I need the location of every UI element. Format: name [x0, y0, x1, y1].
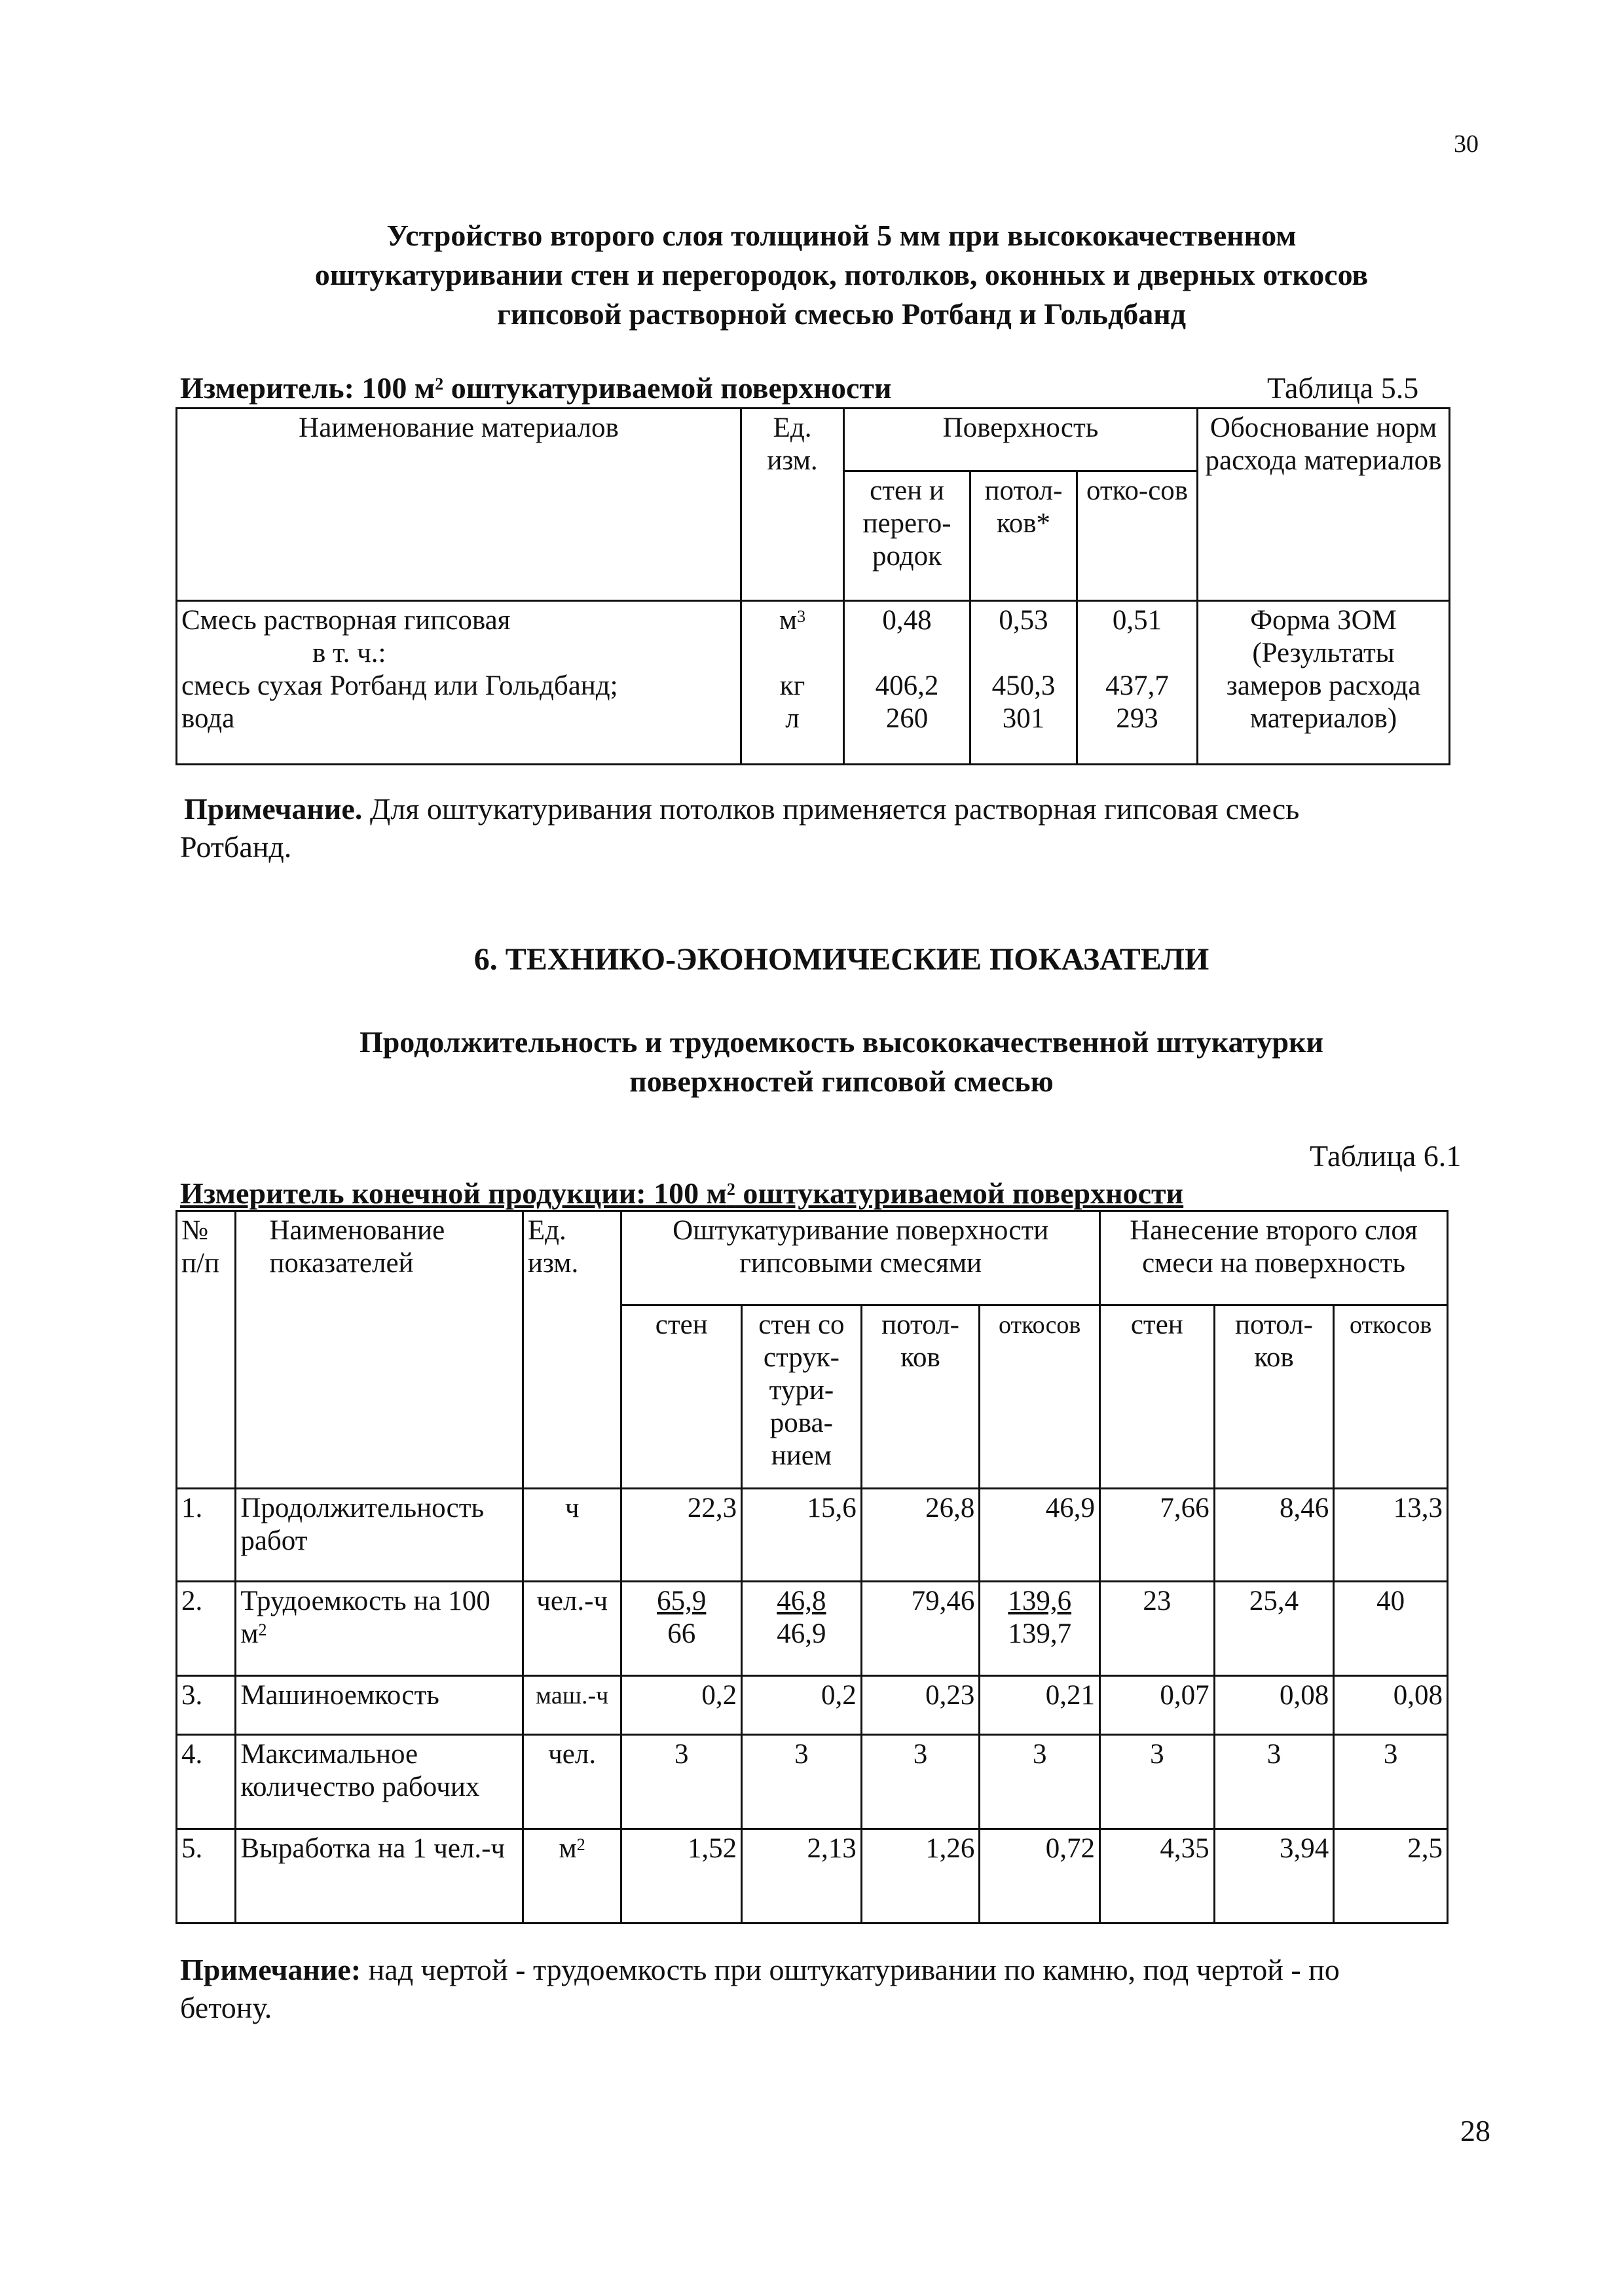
section2-title-line: поверхностей гипсовой смесью [629, 1065, 1054, 1098]
sub-header-walls-2: стен [1100, 1305, 1215, 1489]
section1-title [131, 216, 1552, 334]
header-basis: Обоснование норм расхода материалов [1198, 409, 1450, 601]
header-unit: Ед. изм. [523, 1211, 621, 1489]
header-slopes: отко-сов [1077, 471, 1198, 601]
sub-header-walls-texture: стен со струк-тури-рова-нием [742, 1305, 862, 1489]
header-num: № п/п [177, 1211, 236, 1489]
header-surface: Поверхность [844, 409, 1198, 471]
ceil-values-cell: 0,53 450,3 301 [970, 601, 1077, 765]
sub-header-slopes: откосов [980, 1305, 1100, 1489]
sub-header-ceilings-2: потол-ков [1214, 1305, 1334, 1489]
section2-heading: 6. ТЕХНИКО-ЭКОНОМИЧЕСКИЕ ПОКАЗАТЕЛИ [473, 942, 1209, 977]
page-number-top: 30 [1454, 130, 1479, 158]
table-row: 1. Продолжительность работ ч 22,3 15,6 26,8 46,9 7,66 8,46 13,3 [177, 1489, 1448, 1582]
sub-header-slopes-2: откосов [1334, 1305, 1448, 1489]
header-plastering-group: Оштукатуривание поверхности гипсовыми смесями [621, 1211, 1100, 1305]
slopes-values-cell: 0,51 437,7 293 [1077, 601, 1198, 765]
section2-title [131, 1023, 1552, 1101]
table-5-5-label: Таблица 5.5 [1267, 371, 1419, 405]
walls-values-cell: 0,48 406,2 260 [844, 601, 970, 765]
section2-note: Примечание: над чертой - трудоемкость при оштукатуривании по камню, под чертой - по бетону. [180, 1953, 1340, 2024]
table-6-1-label: Таблица 6.1 [1310, 1139, 1462, 1173]
header-walls: стен и перего-родок [844, 471, 970, 601]
section1-title-line: оштукатуривании стен и перегородок, потолков, оконных и дверных откосов [314, 258, 1369, 291]
header-ceilings: потол-ков* [970, 471, 1077, 601]
header-second-layer-group: Нанесение второго слоя смеси на поверхность [1100, 1211, 1448, 1305]
unit-cell: $м^3$ кг л [741, 601, 844, 765]
material-names-cell [177, 601, 741, 765]
table-row: 4. Максимальное количество рабочих чел. 3 3 3 3 3 3 3 [177, 1735, 1448, 1829]
indicators-table [175, 1210, 1449, 1924]
material-name: вода [181, 703, 235, 734]
material-name: в т. ч.: [312, 638, 386, 668]
table-row: 5. Выработка на 1 чел.-ч $м^2$ 1,52 2,13 1,26 0,72 4,35 3,94 2,5 [177, 1829, 1448, 1923]
sub-header-ceilings: потол-ков [861, 1305, 980, 1489]
basis-cell: Форма ЗОМ (Результаты замеров расхода материалов) [1198, 601, 1450, 765]
section2-measure: Измеритель конечной продукции: 100 $м^2$ оштукатуриваемой поверхности [180, 1176, 1184, 1210]
section1-title-line: Устройство второго слоя толщиной 5 мм при высококачественном [386, 219, 1297, 252]
table-row: 3. Машиноемкость маш.-ч 0,2 0,2 0,23 0,21 0,07 0,08 0,08 [177, 1676, 1448, 1735]
section1-note: Примечание. Для оштукатуривания потолков применяется растворная гипсовая смесь Ротбанд. [180, 792, 1300, 864]
page-number-bottom: 28 [1460, 2114, 1490, 2147]
material-name: смесь сухая Ротбанд или Гольдбанд; [181, 670, 618, 701]
sub-header-walls: стен [621, 1305, 742, 1489]
section1-measure: Измеритель: 100 $м^2$ оштукатуриваемой поверхности [180, 371, 892, 405]
table-row: 2. Трудоемкость на 100 $м^2$ чел.-ч 65,9 66 46,8 46,9 79,46 139,6 139,7 23 25,4 40 [177, 1582, 1448, 1676]
section1-title-line: гипсовой растворной смесью Ротбанд и Гольдбанд [496, 297, 1187, 331]
materials-table [175, 407, 1450, 765]
header-material-name: Наименование материалов [177, 409, 741, 601]
material-name: Смесь растворная гипсовая [181, 605, 511, 636]
section2-title-line: Продолжительность и трудоемкость высококачественной штукатурки [359, 1025, 1324, 1059]
header-indicator-name: Наименование показателей [236, 1211, 523, 1489]
header-unit: Ед. изм. [741, 409, 844, 601]
